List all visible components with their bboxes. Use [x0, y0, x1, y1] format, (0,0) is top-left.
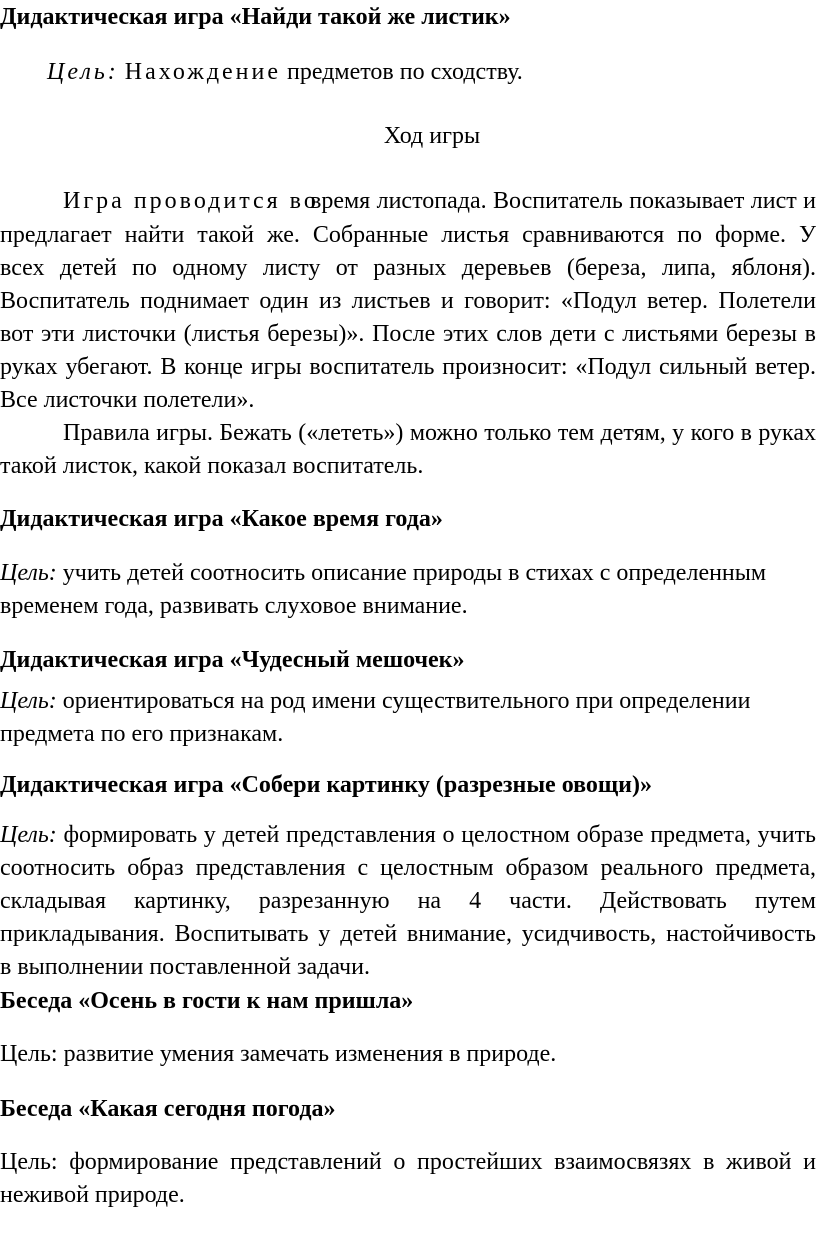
game1-paragraph-line: руках убегают. В конце игры воспитатель произносит: «Подул сильный ветер. [0, 354, 816, 380]
talk2-goal-line: неживой природе. [0, 1182, 185, 1208]
game4-goal-line: соотносить образ представления с целостным образом реального предмета, [0, 855, 816, 881]
game3-heading: Дидактическая игра «Чудесный мешочек» [0, 647, 465, 673]
goal-label: Цель: [0, 560, 57, 586]
talk1-heading: Беседа «Осень в гости к нам пришла» [0, 988, 414, 1014]
goal-word: Нахождение [124, 59, 282, 85]
game2-goal-line [0, 558, 766, 588]
game4-goal-line: в выполнении поставленной задачи. [0, 954, 370, 980]
goal-text: учить детей соотносить описание природы в стихах с определенным [62, 560, 767, 586]
talk1-goal: Цель: развитие умения замечать изменения в природе. [0, 1041, 557, 1067]
game2-goal-line: временем года, развивать слуховое внимание. [0, 593, 468, 619]
game1-paragraph-line: вот эти листочки (листья березы)». После этих слов дети с листьями березы в [0, 321, 816, 347]
game4-goal-line [0, 820, 816, 850]
game1-paragraph-line: Воспитатель поднимает один из листьев и говорит: «Подул ветер. Полетели [0, 288, 816, 314]
game1-subheading: Ход игры [383, 123, 481, 149]
lead-spaced: Игра проводится во [63, 188, 319, 214]
goal-text: формировать у детей представления о целостном образе предмета, учить [63, 822, 816, 848]
game1-paragraph-line: время листопада. Воспитатель показывает лист и [310, 188, 816, 214]
goal-label: Цель: [0, 822, 57, 848]
game4-heading: Дидактическая игра «Собери картинку (разрезные овощи)» [0, 772, 652, 798]
game1-paragraph-line: всех детей по одному листу от разных деревьев (береза, липа, яблоня). [0, 255, 816, 281]
game4-goal-line: прикладывания. Воспитывать у детей внимание, усидчивость, настойчивость [0, 921, 816, 947]
game1-paragraph-line: предлагает найти такой же. Собранные листья сравниваются по форме. У [0, 222, 816, 248]
game3-goal-line [0, 686, 750, 716]
game4-goal-line: складывая картинку, разрезанную на 4 части. Действовать путем [0, 888, 816, 914]
talk2-goal-line: Цель: формирование представлений о простейших взаимосвязях в живой и [0, 1149, 816, 1175]
goal-label: Цель: [47, 59, 119, 85]
game1-paragraph-lead [63, 186, 319, 216]
game1-goal [47, 57, 523, 87]
game3-goal-line: предмета по его признакам. [0, 721, 284, 747]
goal-label: Цель: [0, 688, 57, 714]
game1-paragraph-line: Все листочки полетели». [0, 387, 255, 413]
talk2-heading: Беседа «Какая сегодня погода» [0, 1096, 336, 1122]
game1-rules-line: Правила игры. Бежать («лететь») можно только тем детям, у кого в руках [63, 420, 816, 446]
goal-text: ориентироваться на род имени существительного при определении [62, 688, 751, 714]
game1-rules-line: такой листок, какой показал воспитатель. [0, 453, 424, 479]
goal-text: предметов по сходству. [287, 59, 523, 85]
game1-heading: Дидактическая игра «Найди такой же листик» [0, 4, 511, 30]
game2-heading: Дидактическая игра «Какое время года» [0, 506, 443, 532]
